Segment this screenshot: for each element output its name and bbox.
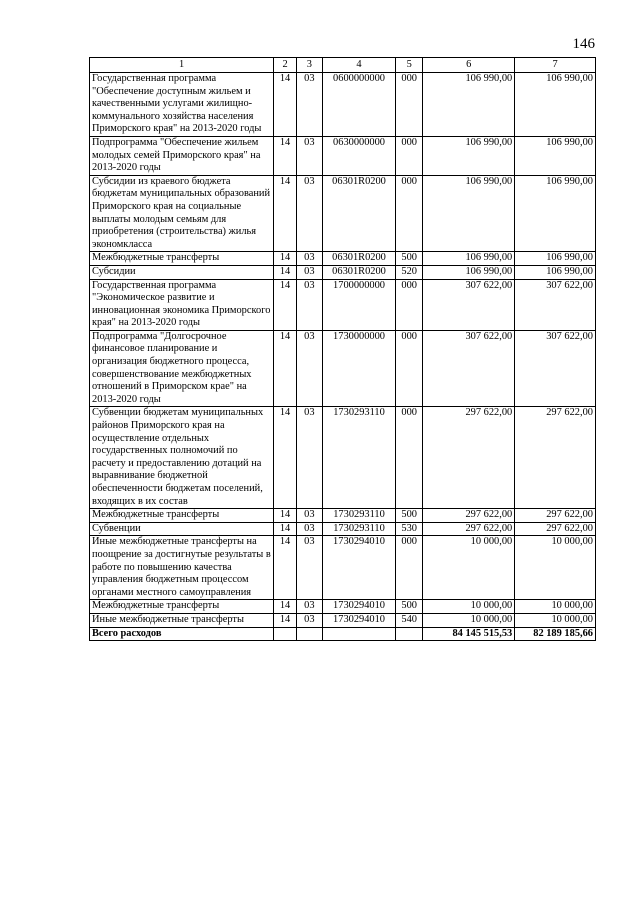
row-amount-2019: 307 622,00	[423, 279, 515, 330]
table-row	[90, 330, 596, 407]
total-amount-2020: 82 189 185,66	[515, 627, 596, 641]
row-name: Иные межбюджетные трансферты	[90, 613, 274, 627]
table-row	[90, 136, 596, 175]
row-target-code: 06301R0200	[322, 265, 395, 279]
row-name: Государственная программа "Обеспечение доступным жильем и качественными услугами жилищно-коммунального хозяйства населения Приморского края" на 2013-2020 годы	[90, 73, 274, 137]
row-amount-2020: 106 990,00	[515, 73, 596, 137]
table-row	[90, 175, 596, 252]
row-subsection: 03	[296, 136, 322, 175]
table-row	[90, 252, 596, 266]
row-subsection: 03	[296, 613, 322, 627]
row-amount-2020: 307 622,00	[515, 330, 596, 407]
budget-table	[89, 57, 596, 641]
row-amount-2019: 10 000,00	[423, 600, 515, 614]
row-section: 14	[274, 509, 297, 523]
row-target-code: 1730293110	[322, 407, 395, 509]
row-name: Субсидии	[90, 265, 274, 279]
row-section: 14	[274, 252, 297, 266]
column-header: 2	[274, 58, 297, 73]
row-amount-2020: 10 000,00	[515, 600, 596, 614]
table-row	[90, 279, 596, 330]
row-amount-2020: 106 990,00	[515, 252, 596, 266]
table-row	[90, 509, 596, 523]
row-subsection: 03	[296, 522, 322, 536]
row-amount-2019: 106 990,00	[423, 136, 515, 175]
row-subsection: 03	[296, 175, 322, 252]
row-name: Межбюджетные трансферты	[90, 600, 274, 614]
total-row	[90, 627, 596, 641]
row-amount-2019: 297 622,00	[423, 522, 515, 536]
row-section: 14	[274, 522, 297, 536]
row-subsection: 03	[296, 252, 322, 266]
row-amount-2019: 106 990,00	[423, 175, 515, 252]
header-row	[90, 58, 596, 73]
row-expense-type: 000	[396, 73, 423, 137]
total-amount-2019: 84 145 515,53	[423, 627, 515, 641]
row-amount-2020: 297 622,00	[515, 407, 596, 509]
row-subsection: 03	[296, 265, 322, 279]
row-target-code: 1730294010	[322, 536, 395, 600]
row-target-code: 1730293110	[322, 522, 395, 536]
row-target-code: 1700000000	[322, 279, 395, 330]
row-name: Государственная программа "Экономическое развитие и инновационная экономика Приморского края" на 2013-2020 годы	[90, 279, 274, 330]
row-expense-type: 500	[396, 509, 423, 523]
row-amount-2019: 297 622,00	[423, 509, 515, 523]
row-name: Субвенции бюджетам муниципальных районов Приморского края на осуществление отдельных государственных полномочий по расчету и предоставлению дотаций на выравнивание бюджетной обеспеченности бюджетам поселений, входящих в их состав	[90, 407, 274, 509]
row-amount-2019: 106 990,00	[423, 73, 515, 137]
row-name: Подпрограмма "Долгосрочное финансовое планирование и организация бюджетного процесса, совершенствование межбюджетных отношений в Приморском крае" на 2013-2020 годы	[90, 330, 274, 407]
total-label: Всего расходов	[90, 627, 274, 641]
row-subsection: 03	[296, 330, 322, 407]
row-subsection: 03	[296, 279, 322, 330]
row-expense-type: 530	[396, 522, 423, 536]
row-section: 14	[274, 265, 297, 279]
table-row	[90, 613, 596, 627]
row-name: Подпрограмма "Обеспечение жильем молодых семей Приморского края" на 2013-2020 годы	[90, 136, 274, 175]
table-row	[90, 407, 596, 509]
column-header: 1	[90, 58, 274, 73]
table-cell	[296, 627, 322, 641]
row-target-code: 1730294010	[322, 613, 395, 627]
row-target-code: 0630000000	[322, 136, 395, 175]
row-section: 14	[274, 330, 297, 407]
row-target-code: 1730000000	[322, 330, 395, 407]
row-section: 14	[274, 279, 297, 330]
row-amount-2020: 106 990,00	[515, 265, 596, 279]
row-expense-type: 540	[396, 613, 423, 627]
table-row	[90, 536, 596, 600]
row-expense-type: 000	[396, 175, 423, 252]
row-target-code: 1730294010	[322, 600, 395, 614]
row-target-code: 06301R0200	[322, 175, 395, 252]
row-amount-2020: 106 990,00	[515, 136, 596, 175]
row-amount-2020: 106 990,00	[515, 175, 596, 252]
row-section: 14	[274, 536, 297, 600]
row-amount-2020: 297 622,00	[515, 509, 596, 523]
table-cell	[322, 627, 395, 641]
column-header: 6	[423, 58, 515, 73]
row-amount-2019: 10 000,00	[423, 613, 515, 627]
row-name: Субвенции	[90, 522, 274, 536]
row-section: 14	[274, 136, 297, 175]
row-subsection: 03	[296, 73, 322, 137]
row-amount-2019: 106 990,00	[423, 265, 515, 279]
row-amount-2020: 10 000,00	[515, 613, 596, 627]
table-row	[90, 73, 596, 137]
row-name: Субсидии из краевого бюджета бюджетам муниципальных образований Приморского края на социальные выплаты молодым семьям для приобретения (строительства) жилья экономкласса	[90, 175, 274, 252]
column-header: 3	[296, 58, 322, 73]
row-target-code: 1730293110	[322, 509, 395, 523]
table-row	[90, 522, 596, 536]
row-amount-2020: 10 000,00	[515, 536, 596, 600]
table-body	[90, 73, 596, 641]
row-subsection: 03	[296, 509, 322, 523]
row-expense-type: 520	[396, 265, 423, 279]
row-name: Иные межбюджетные трансферты на поощрение за достигнутые результаты в работе по повышению качества управления бюджетным процессом органами местного самоуправления	[90, 536, 274, 600]
row-name: Межбюджетные трансферты	[90, 509, 274, 523]
row-section: 14	[274, 600, 297, 614]
row-expense-type: 000	[396, 407, 423, 509]
row-section: 14	[274, 73, 297, 137]
row-subsection: 03	[296, 600, 322, 614]
row-amount-2019: 10 000,00	[423, 536, 515, 600]
row-expense-type: 000	[396, 536, 423, 600]
row-section: 14	[274, 407, 297, 509]
table-row	[90, 265, 596, 279]
row-section: 14	[274, 175, 297, 252]
row-subsection: 03	[296, 407, 322, 509]
row-section: 14	[274, 613, 297, 627]
row-amount-2020: 307 622,00	[515, 279, 596, 330]
row-expense-type: 000	[396, 279, 423, 330]
row-expense-type: 500	[396, 600, 423, 614]
table-cell	[396, 627, 423, 641]
row-target-code: 06301R0200	[322, 252, 395, 266]
column-header: 4	[322, 58, 395, 73]
row-subsection: 03	[296, 536, 322, 600]
row-expense-type: 000	[396, 136, 423, 175]
table-cell	[274, 627, 297, 641]
row-target-code: 0600000000	[322, 73, 395, 137]
column-header: 5	[396, 58, 423, 73]
row-name: Межбюджетные трансферты	[90, 252, 274, 266]
row-amount-2019: 307 622,00	[423, 330, 515, 407]
column-header: 7	[515, 58, 596, 73]
row-amount-2019: 106 990,00	[423, 252, 515, 266]
page-number: 146	[572, 36, 595, 52]
table-row	[90, 600, 596, 614]
row-expense-type: 500	[396, 252, 423, 266]
row-expense-type: 000	[396, 330, 423, 407]
row-amount-2019: 297 622,00	[423, 407, 515, 509]
row-amount-2020: 297 622,00	[515, 522, 596, 536]
